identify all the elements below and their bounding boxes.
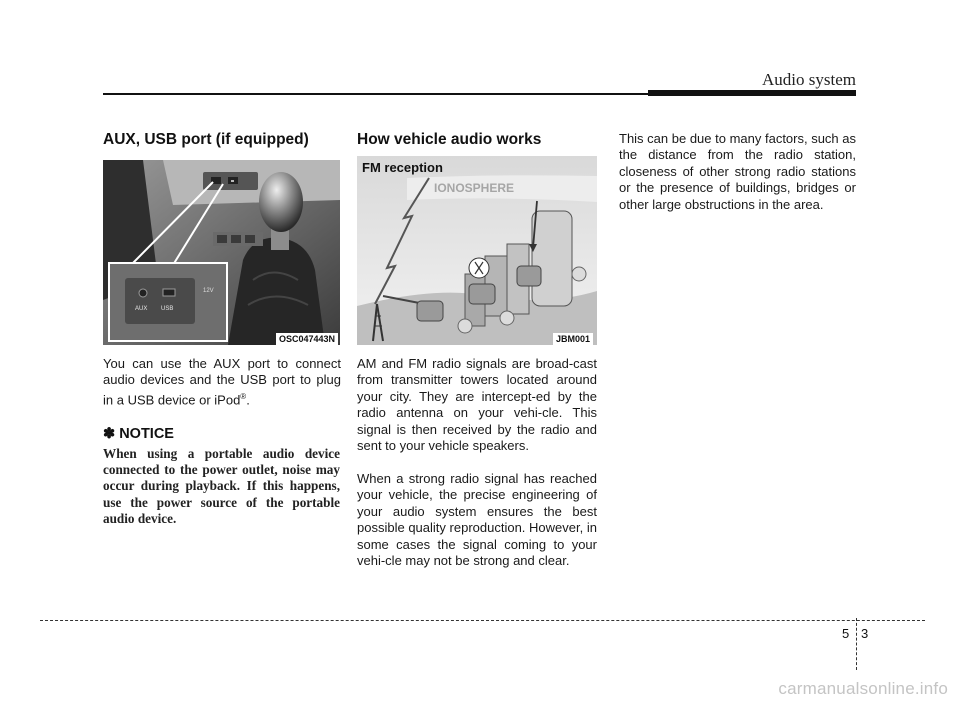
footer-rule xyxy=(40,620,925,621)
inset-aux-label: AUX xyxy=(135,306,148,312)
footer-divider xyxy=(856,618,857,670)
inset-usb-label: USB xyxy=(161,306,174,312)
audio-works-paragraph-1: AM and FM radio signals are broad-cast from transmitter towers located around your city. They are intercept-ed by the radio antenna on your vehi-cle. This signal is then received by the radio and sent to your vehicle speakers. xyxy=(357,356,597,454)
chapter-number: 5 xyxy=(842,626,850,641)
fm-reception-figure xyxy=(357,156,597,345)
figure-code-aux: OSC047443N xyxy=(276,333,338,345)
aux-usb-heading: AUX, USB port (if equipped) xyxy=(103,131,309,148)
audio-works-paragraph-2: When a strong radio signal has reached your vehicle, the precise engineering of your audio system ensures the best possible quality reproduction. However, in some cases the signal coming to your vehi-cle may not be strong and clear. xyxy=(357,471,597,569)
notice-text: When using a portable audio device connected to the power outlet, noise may occur during playback. If this happens, use the power source of the portable audio device. xyxy=(103,446,340,526)
figure-code-fm: JBM001 xyxy=(553,333,593,345)
section-title: Audio system xyxy=(762,70,856,89)
header-rule xyxy=(103,93,648,95)
aux-usb-paragraph-text: You can use the AUX port to connect audio devices and the USB port to plug in a USB device or iPod xyxy=(103,356,341,408)
signal-factors-paragraph: This can be due to many factors, such as the distance from the radio station, closeness of other strong radio stations or the presence of buildings, bridges or other large obstructions in the area. xyxy=(619,131,857,212)
notice-title: NOTICE xyxy=(119,426,174,442)
watermark: carmanualsonline.info xyxy=(778,679,948,698)
aux-usb-figure xyxy=(103,160,340,345)
audio-works-heading: How vehicle audio works xyxy=(357,131,542,148)
ionosphere-label: IONOSPHERE xyxy=(434,181,515,195)
fm-reception-title: FM reception xyxy=(362,160,443,175)
registered-mark: ® xyxy=(240,391,247,401)
header-bar xyxy=(648,90,856,96)
page-number: 3 xyxy=(861,626,869,641)
inset-12v-label: 12V xyxy=(203,288,214,294)
aux-usb-paragraph-end: . xyxy=(246,392,250,408)
fm-reception-illustration xyxy=(357,156,597,345)
aux-usb-paragraph xyxy=(103,356,341,409)
notice-heading xyxy=(103,426,174,442)
console-photo xyxy=(103,160,340,345)
notice-symbol: ✽ xyxy=(103,426,116,442)
